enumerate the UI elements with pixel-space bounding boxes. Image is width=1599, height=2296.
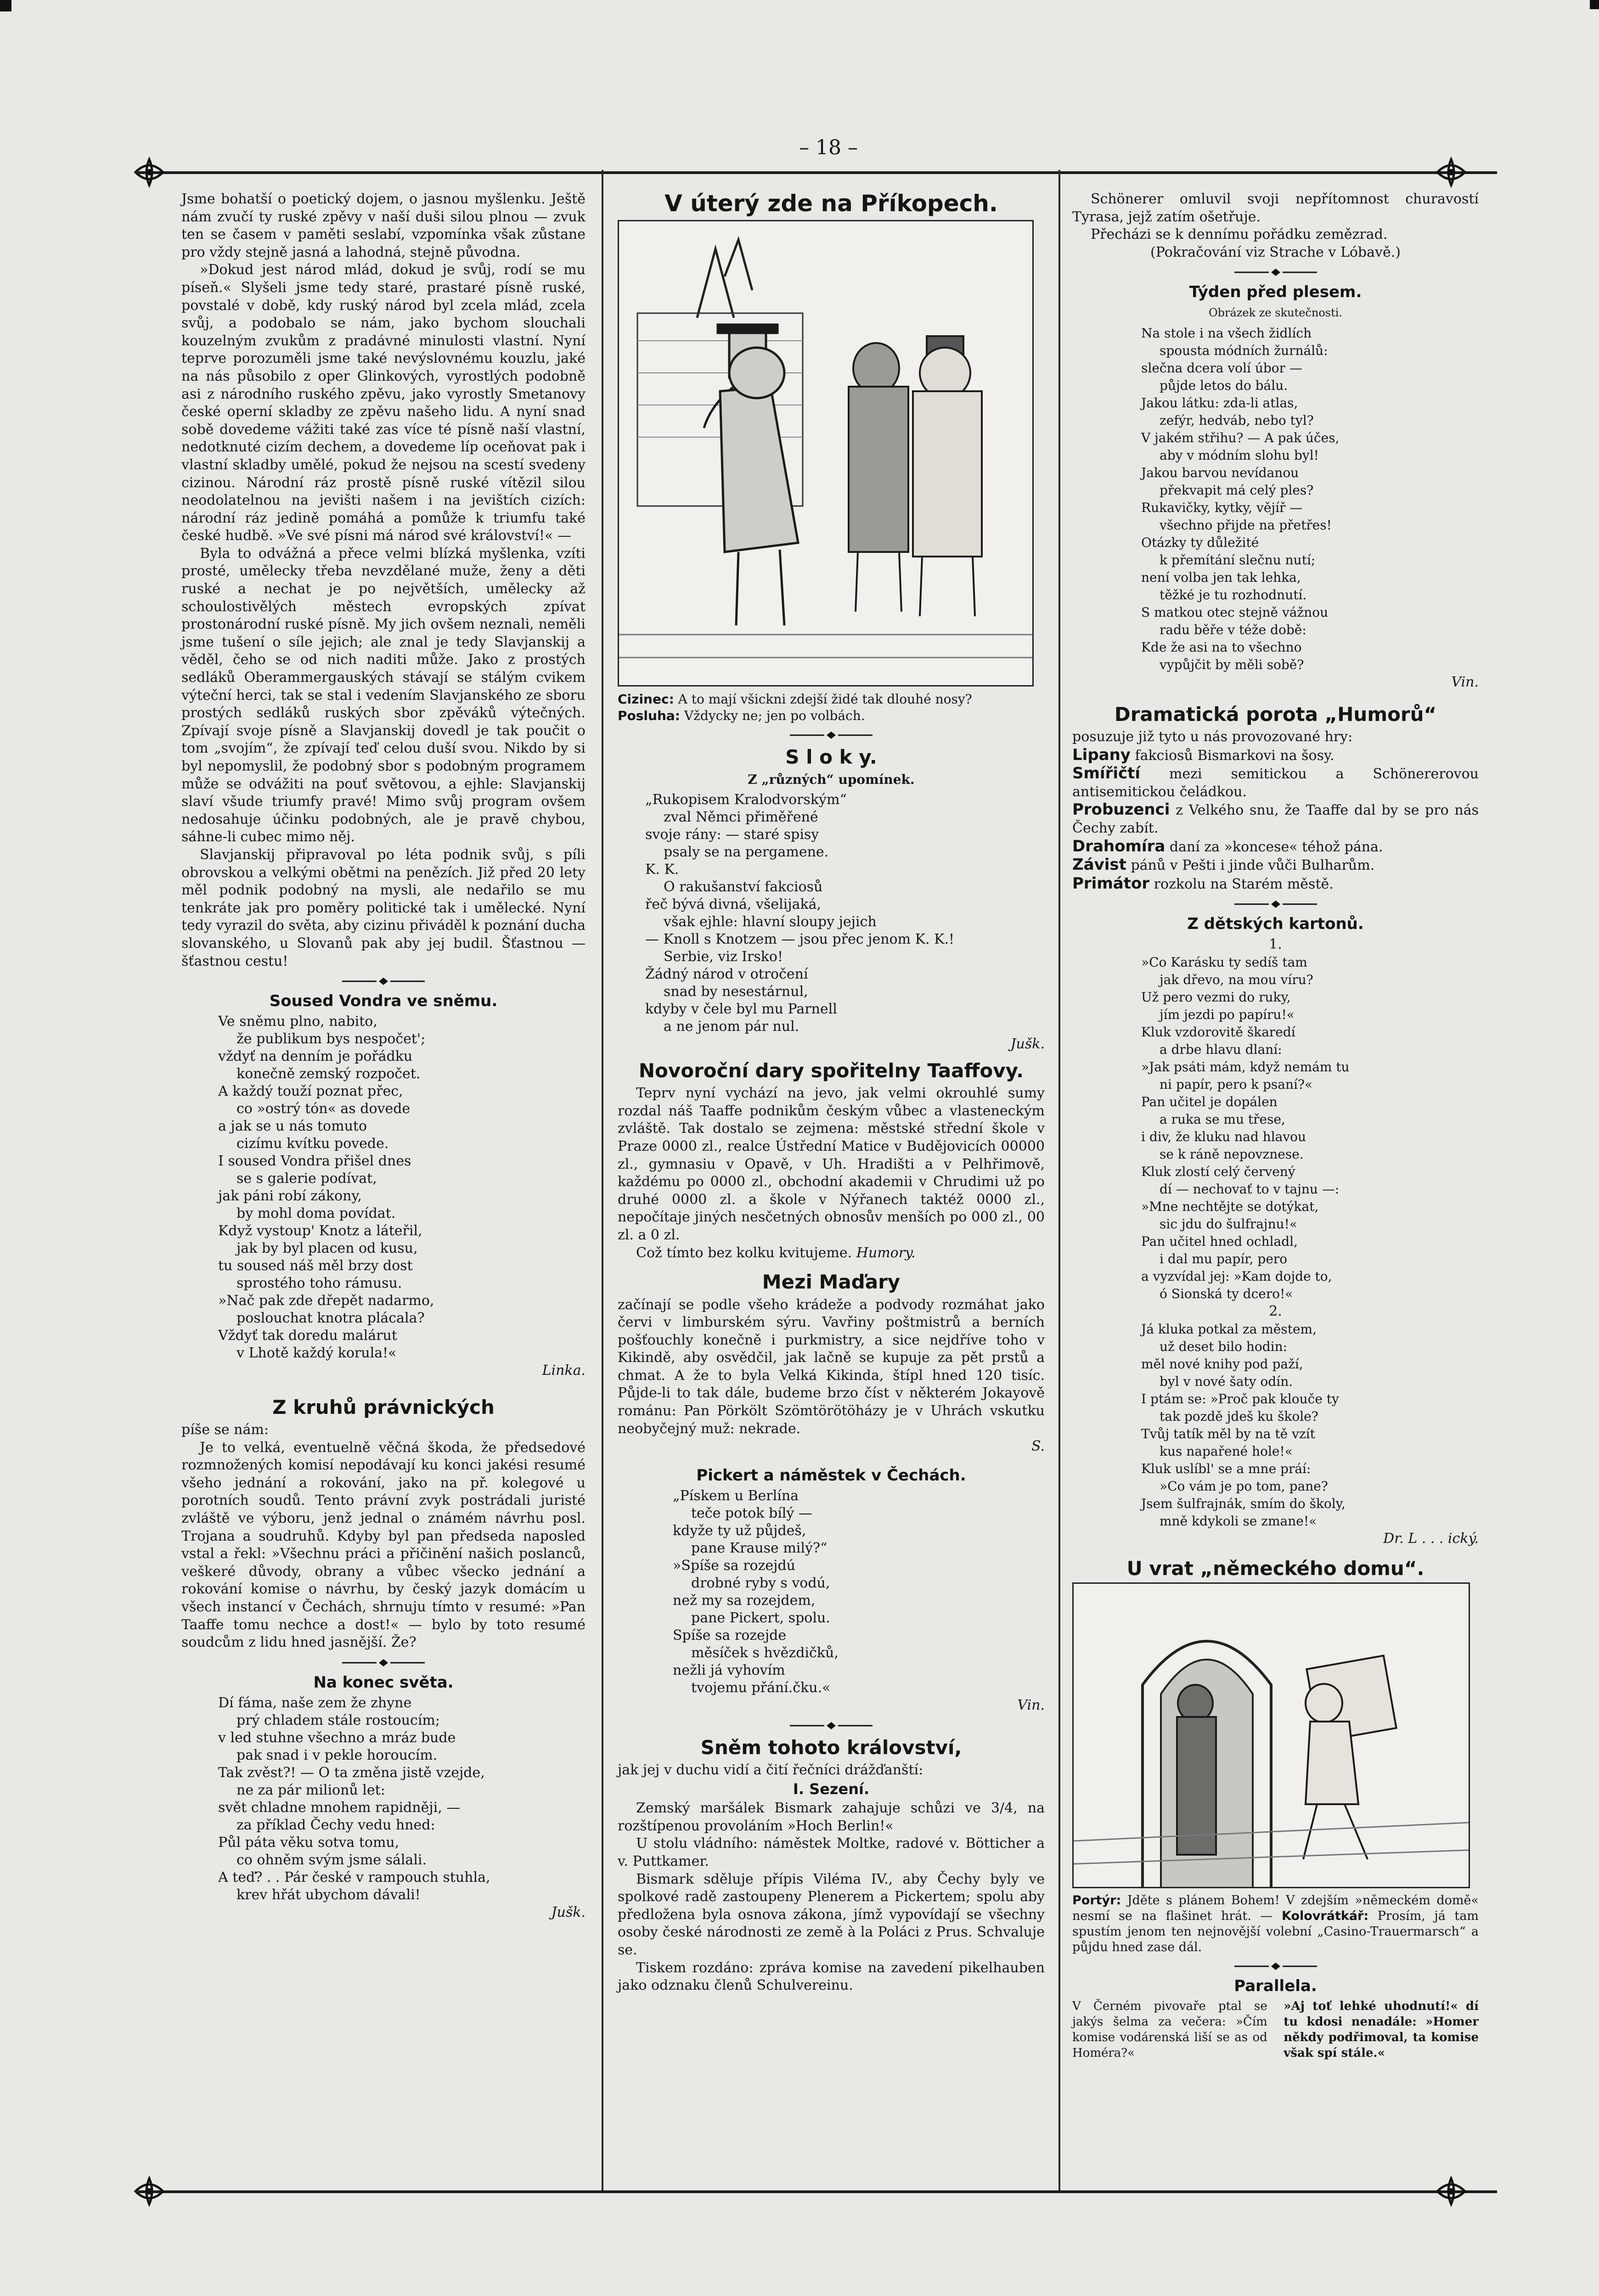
poem-line: překvapit má celý ples?: [1160, 483, 1314, 498]
poem-line: Spíše sa rozejde: [673, 1627, 787, 1643]
paragraph: Schönerer omluvil svoji nepřítomnost churavostí Tyrasa, jejž zatím ošetřuje.: [1072, 191, 1479, 225]
signature: Vin.: [1451, 674, 1479, 691]
poem-line: spousta módních žurnálů:: [1160, 343, 1328, 359]
play-note: pánů v Pešti i jinde vůči Bulharům.: [1126, 857, 1375, 874]
poem-line: O rakušanství fakciosů: [664, 879, 823, 895]
signature: Linka.: [542, 1362, 586, 1379]
speaker-label: Posluha:: [618, 708, 680, 723]
scan-corner-mark: [0, 0, 11, 11]
section-subtitle: Z „různých“ upomínek.: [748, 771, 915, 787]
poem-line: S matkou otec stejně vážnou: [1141, 605, 1329, 620]
poem-line: měsíček s hvězdičků,: [691, 1644, 839, 1661]
cartoon-title: U vrat „německého domu“.: [1126, 1557, 1424, 1580]
poem-line: i div, že kluku nad hlavou: [1141, 1129, 1306, 1144]
poem-line: mně kdykoli se zmane!«: [1160, 1513, 1317, 1529]
poem-line: Pan učitel je dopálen: [1141, 1094, 1278, 1109]
poem-line: a vyzvídal jej: »Kam dojde to,: [1141, 1268, 1332, 1284]
section-title: Novoroční dary spořitelny Taaffovy.: [638, 1059, 1024, 1082]
paragraph: Zemský maršálek Bismark zahajuje schůzi ve 3/4, na rozštípenou provoláním »Hoch Berlin!«: [618, 1800, 1045, 1834]
poem-line: Rukavičky, kytky, vějíř —: [1141, 500, 1303, 516]
poem-line: svoje rány: — staré spisy: [645, 827, 819, 843]
poem-line: i dal mu papír, pero: [1160, 1251, 1288, 1266]
poem-line: kus napařené hole!«: [1160, 1443, 1293, 1459]
corner-ornament-icon: [1433, 2173, 1470, 2210]
paragraph: začínají se podle všeho krádeže a podvody rozmáhat jako červi v limburském sýru. Vavřiny poštmistrů a berních pošťouchly konečně i purkmistry, a sice nejdříve toho v Kikindě, aby osvědčil, jak lačně se kupuje za pět prstů a chmat. A že to byla Velká Kikinda, štípl hned 120 tisíc. Půjde-li to tak dále, budeme brzo číst v některém Jokayově románu: Pan Pörkölt Szömtörötöházy je v Uhrách vskutku neobyčejný muž: nekrade.: [618, 1296, 1045, 1437]
paragraph: (Pokračování viz Strache v Lóbavě.): [1150, 244, 1401, 260]
caption-text: Jděte s plánem Bohem! V zdejším »německém domě« nesmí se na flašinet hrát.: [1072, 1893, 1479, 1924]
poem: [645, 791, 1045, 1035]
section-title: Týden před plesem.: [1189, 283, 1362, 302]
play-name: Probuzenci: [1072, 800, 1170, 819]
cartoon-title: V úterý zde na Příkopech.: [664, 190, 998, 217]
poem-line: tvojemu přání.čku.«: [691, 1679, 831, 1696]
poem-line: cizímu kvítku povede.: [236, 1136, 389, 1152]
poem-line: sprostého toho rámusu.: [236, 1275, 402, 1292]
caption-text: A to mají všickni zdejší židé tak dlouhé nosy?: [678, 691, 972, 707]
poem-line: »Co Karásku ty sedíš tam: [1141, 954, 1307, 970]
play-item: [1072, 746, 1479, 765]
poem-line: za příklad Čechy vedu hned:: [236, 1817, 435, 1833]
poem-line: vypůjčit by měli sobě?: [1160, 657, 1304, 673]
poem-line: Kluk uslíbl' se a mne práí:: [1141, 1461, 1311, 1476]
poem-line: Žádný národ v otročení: [645, 966, 808, 983]
paragraph: Slavjanskij připravoval po léta podnik svůj, s píli obrovskou a velkými obětmi na penězích. Již před 20 lety měl podnik podobný na mysli, ale nedařilo se mu tenkráte jak pro poměry politické tak i umělecké. Nyní tedy vyrazil do světa, aby cizinu přiváděl k poznání ducha slovanského, u Slovanů pak aby jej budil. Šťastnou — šťastnou cestu!: [181, 846, 586, 969]
poem-line: půjde letos do bálu.: [1160, 378, 1288, 394]
poem-line: nežli já vyhovím: [673, 1662, 785, 1678]
poem-line: »Co vám je po tom, pane?: [1160, 1478, 1328, 1494]
signature: Humory.: [856, 1244, 916, 1261]
poem-line: se k ráně nepovznese.: [1160, 1146, 1304, 1162]
poem-line: Kluk vzdorovitě škaredí: [1141, 1024, 1295, 1040]
play-item: [1072, 765, 1479, 801]
poem-line: Když vystoup' Knotz a láteřil,: [218, 1223, 422, 1239]
poem-line: že publikum bys nespočet';: [236, 1031, 426, 1047]
paragraph: »Dokud jest národ mlád, dokud je svůj, rodí se mu píseň.« Slyšeli jsme tedy staré, prastaré písně ruské, povstalé v době, kdy ruský národ byl zcela mlád, zcela svůj, a podobalo se nám, jako bychom slouchali kouzelným zvukům z pradávné minulosti vlastní. Nyní teprve porozuměli jsme také nevýslovnému kouzlu, jaké na nás působilo z oper Glinkových, vyrostlých podobně asi z národního ruského zpěvu, jako vyrostly Smetanovy české operní skladby ze zpěvu našeho lidu. A nyní snad sobě dovedeme vážiti také zas více té písně naší vlastní, nedotknuté cizím dechem, a dovedeme líp oceňovat pak i vlastní skladby umělé, pokud že nejsou na scestí svedeny cizinou. Národní ráz prostě písně ruské vítězil silou neodolatelnou na jevišti našem i na jevištích cizích: národní ráz jedině pomáhá a pomůže k triumfu také české hudbě. »Ve své písni má národ své království!« —: [181, 262, 586, 544]
signature: Dr. L . . . ický.: [1383, 1530, 1479, 1547]
section-title: Na konec světa.: [313, 1673, 454, 1692]
poem-line: Už pero vezmi do ruky,: [1141, 989, 1291, 1005]
poem-line: než my sa rozejdem,: [673, 1592, 816, 1609]
poem-line: A teď? . . Pár české v rampouch stuhla,: [218, 1869, 490, 1885]
poem-line: slečna dcera volí úbor —: [1141, 360, 1302, 376]
paragraph: Přecházi se k dennímu pořádku zemězrad.: [1091, 226, 1388, 243]
column-divider: [1058, 170, 1060, 2190]
separator-ornament-icon: [785, 731, 877, 740]
poem-line: A každý touží poznat přec,: [218, 1083, 403, 1100]
poem-line: psaly se na pergamene.: [664, 844, 829, 861]
play-name: Primátor: [1072, 874, 1150, 893]
poem: [218, 1694, 586, 1904]
poem-line: I ptám se: »Proč pak kloučе ty: [1141, 1391, 1339, 1407]
poem-line: »Jak psáti mám, když nemám tu: [1141, 1059, 1350, 1075]
poem-line: co »ostrý tón« as dovede: [236, 1101, 411, 1117]
poem-line: jak by byl placen od kusu,: [236, 1240, 418, 1257]
poem-line: »Nač pak zde dřepět nadarmo,: [218, 1293, 434, 1309]
poem-line: jak páni robí zákony,: [218, 1188, 362, 1204]
poem-line: ó Sionská ty dcero!«: [1160, 1286, 1293, 1301]
paragraph: jak jej v duchu vidí a čití řečníci drážďanští:: [618, 1761, 923, 1778]
cartoon-illustration: [618, 220, 1034, 687]
paragraph: [618, 1244, 1045, 1262]
verse-left: V Černém pivovaře ptal se jakýs šelma za večera: »Čím komise vodárenská liší se as od Homéra?«: [1072, 1999, 1267, 2060]
cartoon-caption: [618, 691, 1045, 724]
poem: [673, 1487, 1045, 1697]
play-item: [1072, 875, 1479, 894]
signature: Jušk.: [1010, 1036, 1045, 1052]
section-title: Soused Vondra ve sněmu.: [269, 992, 498, 1011]
signature: S.: [1031, 1438, 1045, 1455]
poem-line: Serbie, viz Irsko!: [664, 949, 783, 965]
page-number: – 18 –: [799, 136, 858, 159]
poem-line: by mohl doma povídat.: [236, 1205, 396, 1222]
play-note: daní za »koncese« téhož pána.: [1165, 838, 1383, 855]
section-title: S l o k y.: [785, 745, 877, 768]
poem-line: svět chladne mnohem rapidněji, —: [218, 1799, 461, 1816]
poem-line: těžké je tu rozhodnutí.: [1160, 587, 1307, 603]
poem-line: kdyby v čele byl mu Parnell: [645, 1001, 837, 1018]
poem-line: a ne jenom pár nul.: [664, 1019, 800, 1035]
play-name: Drahomíra: [1072, 837, 1165, 855]
poem-line: ne za pár milionů let:: [236, 1782, 385, 1798]
column-divider: [602, 170, 603, 2190]
poem-line: co ohněm svým jsme sálali.: [236, 1851, 427, 1868]
paragraph: píše se nám:: [181, 1422, 269, 1438]
poem-line: vždyť na denním je pořádku: [218, 1048, 413, 1065]
paragraph: posuzuje již tyto u nás provozované hry:: [1072, 728, 1353, 745]
poem-line: Kde že asi na to všechno: [1141, 640, 1302, 655]
poem-line: tak pozdě jdeš ku škole?: [1160, 1408, 1318, 1424]
poem-line: K. K.: [645, 861, 679, 878]
paragraph-end: Což tímto bez kolku kvitujeme.: [636, 1244, 852, 1261]
poem-line: však ejhle: hlavní sloupy jejich: [664, 914, 877, 930]
poem-line: řeč bývá divná, všelijaká,: [645, 896, 822, 913]
verse-right: »Aj toť lehké uhodnutí!« dí tu kdosi nenadále: »Homer někdy podřimoval, ta komise však spí stále.«: [1284, 1999, 1479, 2060]
section-title: Z kruhů právnických: [272, 1396, 495, 1418]
poem-line: „Pískem u Berlína: [673, 1487, 799, 1504]
play-note: fakciosů Bismarkovi na šosy.: [1130, 747, 1334, 764]
paragraph: Jsme bohatší o poetický dojem, o jasnou myšlenku. Ještě nám zvučí ty ruské zpěvy v naší duši silou plnou — zvuk ten se časem v paměti seslabí, vzpomínka však zůstane pro vždy stejně jasná a lahodná, stejně původna.: [181, 191, 586, 260]
paragraph: Tiskem rozdáno: zpráva komise na zavedení pikelhauben jako odznaku členů Schulvereinu.: [618, 1959, 1045, 1994]
poem-line: v Lhotě každý korula!«: [236, 1345, 397, 1362]
poem-line: a jak se u nás tomuto: [218, 1118, 367, 1135]
poem-line: Jakou látku: zda-li atlas,: [1141, 395, 1298, 411]
play-note: rozkolu na Starém městě.: [1149, 876, 1334, 892]
poem-line: snad by nesestárnul,: [664, 984, 808, 1000]
poem: [1141, 325, 1479, 674]
cartoon-caption: Portýr: Jděte s plánem Bohem! V zdejším »německém domě« nesmí se na flašinet hrát. — Kolovrátkář: Prosím, já tam spustím jenom ten nejnovější volební „Casino-Trauermarsch“ a půjdu hned zase dál.: [1072, 1893, 1479, 1955]
play-item: [1072, 838, 1479, 856]
play-item: [1072, 801, 1479, 837]
poem-line: k přemítání slečnu nutí;: [1160, 552, 1316, 568]
part-number: 2.: [1269, 1303, 1282, 1319]
poem-line: Otázky ty důležité: [1141, 535, 1259, 551]
poem-line: Tvůj tatík měl by na tě vzít: [1141, 1426, 1315, 1441]
caption-text: Vždycky ne; jen po volbách.: [684, 708, 865, 723]
play-note: z Velkého snu, že Taaffe dal by se pro nás Čechy zabít.: [1072, 802, 1479, 836]
poem-line: Dí fáma, naše zem že zhyne: [218, 1694, 412, 1711]
paragraph: Je to velká, eventuelně věčná škoda, že předsedové rozmnožených komisí nepodávají ku konci jakési resumé všeho jednání a rokování, jako na př. kolegové u porotních soudů. Tento právní zvyk postrádali juristé zvláště ve výboru, jenž jednal o známém návrhu posl. Trojana a soudruhů. Kdyby byl pan předseda naposled vstal a řekl: »Všechnu práci a přičinění našich poslanců, veškeré důvody, obrany a vůbec všecko jednání a rokování komise o návrhu, by český jazyk domácím u všech instancí v Čechách, shrnuju tímto v resumé: »Pan Taaffe tomu nechce a dost!« — bylo by toto resumé soudcům z lidu hned jasnější. Že?: [181, 1439, 586, 1651]
cartoon-illustration: [1072, 1582, 1470, 1888]
poem-line: Ve sněmu plno, nabito,: [218, 1013, 377, 1030]
separator-ornament-icon: [785, 1721, 877, 1730]
poem-line: drobné ryby s vodú,: [691, 1575, 830, 1591]
play-list: [1072, 746, 1479, 894]
paragraph: Byla to odvážná a přece velmi blízká myšlenka, vzíti prosté, umělecky třeba nevzdělané muže, ženy a děti ruské a nechat je po největších, umělecky až schoulostivělých městech evropských zpívat prostonárodní ruské písně. My jich ovšem neznali, neměli jsme tušení o síle jejich; ale znal je tedy Slavjanskij a věděl, čeho se od nich naditi může. Jako z prostých sedláků Oberammergauských stávají se stálým cvikem výteční herci, tak se stal i vedením Slavjanského ze sboru prostých sedláků ruských sbor zpěváků výtečných. Zpívají svoje písně a Slavjanskij dovedl je tak poučit o tom „svojím“, že zpívají teď celou duší svou. Nikdo by si byl nepomyslil, že podobný sbor s podobným programem může se odvážiti na pouť světovou, a ejhle: Slavjanskij slaví všude triumfy pravé! Mimo svůj program ovšem nedosahuje účinku podobných, ale je pravě chybou, sáhne-li cubec mimo něj.: [181, 545, 586, 845]
poem-line: Kluk zlostí celý červený: [1141, 1164, 1295, 1179]
poem-line: sic jdu do šulfrajnu!«: [1160, 1216, 1298, 1232]
poem-line: pane Pickert, spolu.: [691, 1609, 830, 1626]
bottom-frame-rule: [138, 2190, 1497, 2193]
poem-line: Já kluka potkal za městem,: [1141, 1321, 1317, 1337]
poem-line: všechno přijde na přetřes!: [1160, 518, 1332, 533]
poem-line: Na stole i na všech židlích: [1141, 326, 1312, 341]
poem-line: není volba jen tak lehka,: [1141, 570, 1301, 585]
separator-ornament-icon: [338, 1658, 429, 1667]
paragraph: U stolu vládního: náměstek Moltke, radové v. Bötticher a v. Puttkamer.: [618, 1835, 1045, 1870]
poem-line: prý chladem stále rostoucím;: [236, 1712, 440, 1728]
section-title: Dramatická porota „Humorů“: [1114, 703, 1437, 726]
poem-line: krev hřát ubychom dávali!: [236, 1886, 421, 1903]
speaker-label: Kolovrátkář:: [1282, 1909, 1369, 1924]
poem-line: Jakou barvou nevídanou: [1141, 465, 1299, 481]
signature: Vin.: [1017, 1697, 1045, 1713]
poem-line: pane Krause milý?“: [691, 1540, 828, 1556]
top-frame-rule: [138, 171, 1497, 174]
poem-line: „Rukopisem Kralodvorským“: [645, 792, 847, 808]
section-title: Sněm tohoto království,: [700, 1736, 962, 1759]
signature: Jušk.: [551, 1904, 586, 1920]
poem-line: aby v módním slohu byl!: [1160, 448, 1319, 463]
corner-ornament-icon: [131, 2173, 168, 2210]
poem-line: konečně zemský rozpočet.: [236, 1066, 421, 1082]
part-number: 1.: [1269, 936, 1282, 953]
poem-line: už deset bilo hodin:: [1160, 1339, 1288, 1354]
paragraph: Bismark sděluje přípis Viléma IV., aby Čechy byly ve spolkové radě zastoupeny Plenerem a Pickertem; spolu aby předložena byla osnova zákona, jímž vypovídají se všechny osoby české národnosti ze země à la Poláci z Prus. Schvaluje se.: [618, 1871, 1045, 1958]
poem-line: dí — nechovať to v tajnu —:: [1160, 1181, 1340, 1197]
column-left: [181, 191, 586, 1922]
play-note: mezi semitickou a Schönererovou antisemitickou čeládkou.: [1072, 766, 1479, 800]
poem: [218, 1013, 586, 1362]
poem-line: a ruka se mu třese,: [1160, 1111, 1285, 1127]
poem-line: zefýr, hedváb, nebo tyl?: [1160, 413, 1314, 428]
section-title: Parallela.: [1234, 1977, 1317, 1996]
poem-line: Půl páta věku sotva tomu,: [218, 1834, 400, 1851]
poem-line: a drbe hlavu dlaní:: [1160, 1041, 1282, 1057]
separator-ornament-icon: [1230, 268, 1322, 277]
play-name: Smířičtí: [1072, 764, 1141, 783]
poem-line: ni papír, pero k psaní?«: [1160, 1076, 1313, 1092]
poem: [1141, 954, 1479, 1303]
column-middle: [618, 191, 1045, 1995]
play-name: Lipany: [1072, 745, 1131, 764]
corner-ornament-icon: [1433, 154, 1470, 191]
poem-line: I soused Vondra přišel dnes: [218, 1153, 411, 1170]
play-name: Závist: [1072, 855, 1126, 874]
poem-line: Pan učitel hned ochladl,: [1141, 1233, 1298, 1249]
section-subtitle: Obrázek ze skutečnosti.: [1208, 306, 1343, 320]
poem-line: Jsem šulfrajnák, smím do školy,: [1141, 1496, 1346, 1511]
section-title: Mezi Maďary: [762, 1271, 901, 1294]
speaker-label: Portýr:: [1072, 1893, 1121, 1908]
poem-line: teče potok bílý —: [691, 1505, 812, 1521]
paragraph: Teprv nyní vychází na jevo, jak velmi okrouhlé sumy rozdal náš Taaffe podnikům českým vůbec a vlasteneckým zvláště. Tak dostalo se zejmena: městské střední škole v Praze 0000 zl., realce Ústřední Matice v Budějovicích 00000 zl., gymnasiu v Opavě, v Uh. Hradišti a v Pelhřimově, každému po 0000 zl., obchodní akademii v Chrudimi už po druhé 0000 zl. a škole v Nýřanech taktéž 0000 zl., nepočítaje jiných nesčetných obnosův menších po 000 zl., 00 zl. a 0 zl.: [618, 1085, 1045, 1244]
play-item: [1072, 856, 1479, 875]
poem-line: V jakém střihu? — A pak účes,: [1141, 430, 1340, 446]
poem-line: poslouchat knotra plácala?: [236, 1310, 425, 1327]
separator-ornament-icon: [338, 977, 429, 986]
poem-line: kdyže ty už půjdeš,: [673, 1522, 806, 1539]
poem-line: zval Němci přiměřené: [664, 809, 818, 826]
separator-ornament-icon: [1230, 900, 1322, 909]
poem-line: tu soused náš měl brzy dost: [218, 1258, 413, 1274]
poem-line: pak snad i v pekle horoucím.: [236, 1747, 438, 1763]
poem-line: »Spíše sa rozejdú: [673, 1557, 795, 1574]
poem-line: byl v nové šaty odín.: [1160, 1373, 1293, 1389]
caption-text: Prosím, já tam spustím jenom ten nejnovější volební „Casino-Trauermarsch“ a půjdu hned zase dál.: [1072, 1909, 1479, 1955]
poem-line: radu běře v téže době:: [1160, 622, 1306, 638]
section-title: Z dětských kartonů.: [1187, 915, 1364, 934]
poem-line: v led stuhne všechno a mráz bude: [218, 1729, 456, 1746]
speaker-label: Cizinec:: [618, 691, 674, 707]
separator-ornament-icon: [1230, 1962, 1322, 1971]
corner-ornament-icon: [131, 154, 168, 191]
poem-line: měl nové knihy pod paží,: [1141, 1356, 1303, 1372]
poem-line: — Knoll s Knotzem — jsou přec jenom K. K.!: [645, 931, 955, 948]
session-heading: I. Sezení.: [793, 1780, 870, 1798]
poem-line: »Mne nechtějte se dotýkat,: [1141, 1199, 1319, 1214]
poem-line: se s galerie podívat,: [236, 1171, 377, 1187]
scan-corner-mark: [1590, 0, 1599, 9]
poem-line: Vždyť tak doredu malárut: [218, 1328, 397, 1344]
section-title: Pickert a náměstek v Čechách.: [696, 1466, 966, 1485]
two-column-verse: [1072, 1998, 1479, 2061]
poem-line: Tak zvěst?! — O ta změna jistě vzejde,: [218, 1764, 485, 1781]
poem-line: jak dřevo, na mou víru?: [1160, 972, 1313, 987]
poem-line: jím jezdi po papíru!«: [1160, 1007, 1295, 1022]
poem: [1141, 1321, 1479, 1530]
column-right: [1072, 191, 1479, 2061]
